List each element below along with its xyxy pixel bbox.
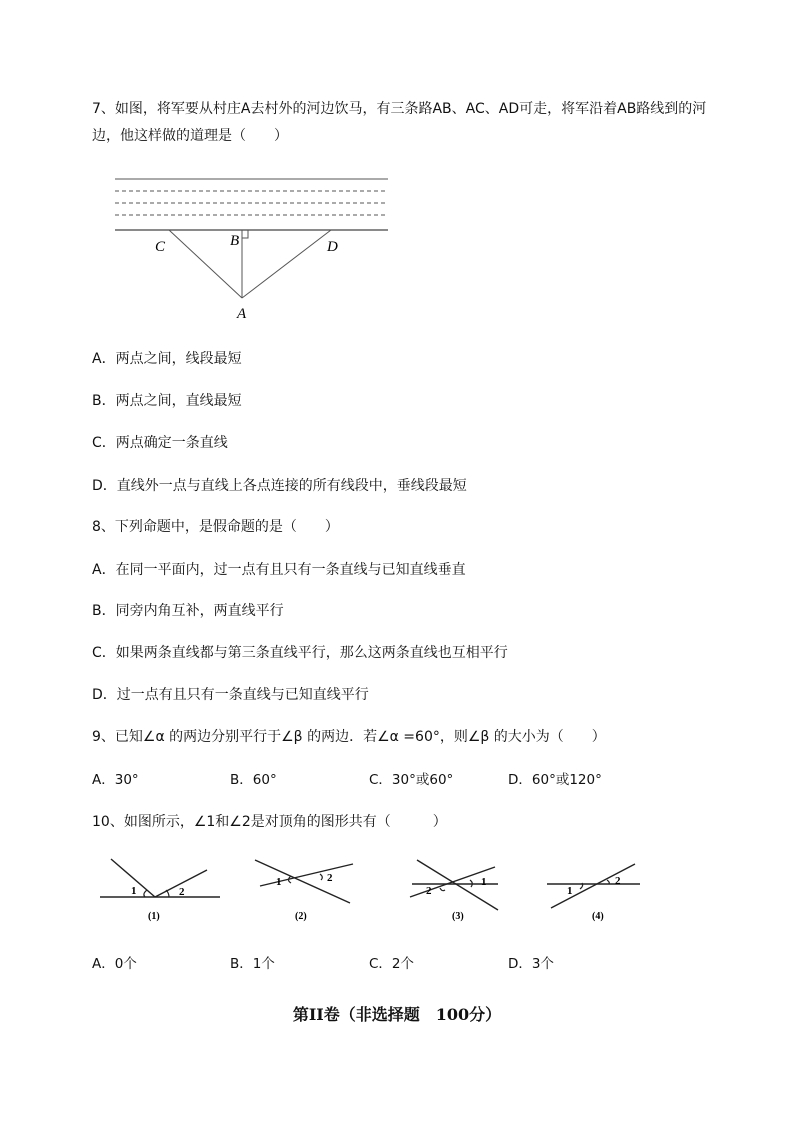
q8-option-b: B．同旁内角互补，两直线平行 bbox=[92, 603, 284, 619]
q8-stem: 8、下列命题中，是假命题的是（ ） bbox=[92, 519, 339, 535]
q7-stem-line2: 边，他这样做的道理是（ ） bbox=[92, 128, 288, 144]
q10-stem: 10、如图所示，∠1和∠2是对顶角的图形共有（ ） bbox=[92, 814, 447, 830]
q7-option-c: C．两点确定一条直线 bbox=[92, 435, 228, 451]
q7-stem-line1: 7、如图，将军要从村庄A去村外的河边饮马，有三条路AB、AC、AD可走，将军沿着AB路线到的河 bbox=[92, 101, 707, 117]
q9-option-a: A．30° bbox=[92, 772, 139, 788]
q8-option-d: D．过一点有且只有一条直线与已知直线平行 bbox=[92, 687, 369, 703]
q8-option-a: A．在同一平面内，过一点有且只有一条直线与已知直线垂直 bbox=[92, 562, 466, 578]
q9-stem: 9、已知∠α 的两边分别平行于∠β 的两边．若∠α =60°，则∠β 的大小为（ ） bbox=[92, 729, 606, 745]
q10-option-a: A．0个 bbox=[92, 956, 137, 972]
q10-fig1-angle1: 1 bbox=[131, 885, 137, 897]
q7-option-a: A．两点之间，线段最短 bbox=[92, 351, 242, 367]
q7-label-C: C bbox=[155, 239, 166, 255]
q10-figure-2 bbox=[255, 860, 353, 922]
q7-label-A: A bbox=[237, 306, 247, 322]
q10-fig3-angle2: 2 bbox=[426, 885, 432, 897]
q7-option-d: D．直线外一点与直线上各点连接的所有线段中，垂线段最短 bbox=[92, 478, 467, 494]
q7-label-D: D bbox=[327, 239, 338, 255]
q10-fig4-angle1: 1 bbox=[567, 885, 573, 897]
q10-figures bbox=[95, 852, 655, 932]
q10-figure-3 bbox=[410, 860, 498, 922]
q8-option-c: C．如果两条直线都与第三条直线平行，那么这两条直线也互相平行 bbox=[92, 645, 508, 661]
q10-option-c: C．2个 bbox=[369, 956, 415, 972]
q10-fig2-angle2: 2 bbox=[327, 872, 333, 884]
q10-option-b: B．1个 bbox=[230, 956, 275, 972]
q10-fig4-caption: (4) bbox=[592, 911, 604, 922]
q7-river-figure bbox=[110, 170, 400, 325]
q10-fig3-caption: (3) bbox=[452, 911, 464, 922]
q9-option-b: B．60° bbox=[230, 772, 277, 788]
q9-option-d: D．60°或120° bbox=[508, 772, 602, 788]
q10-fig2-angle1: 1 bbox=[276, 876, 282, 888]
q7-label-B: B bbox=[230, 233, 240, 249]
q10-option-d: D．3个 bbox=[508, 956, 554, 972]
q10-fig4-angle2: 2 bbox=[615, 875, 621, 887]
q10-figure-1 bbox=[100, 859, 220, 922]
q10-fig1-caption: (1) bbox=[148, 911, 160, 922]
q10-fig3-angle1: 1 bbox=[481, 876, 487, 888]
q10-fig1-angle2: 2 bbox=[179, 886, 185, 898]
q7-option-b: B．两点之间，直线最短 bbox=[92, 393, 242, 409]
q9-option-c: C．30°或60° bbox=[369, 772, 454, 788]
section-title: 第II卷（非选择题 100分） bbox=[292, 1005, 502, 1024]
q10-fig2-caption: (2) bbox=[295, 911, 307, 922]
q10-figure-4 bbox=[547, 864, 640, 922]
